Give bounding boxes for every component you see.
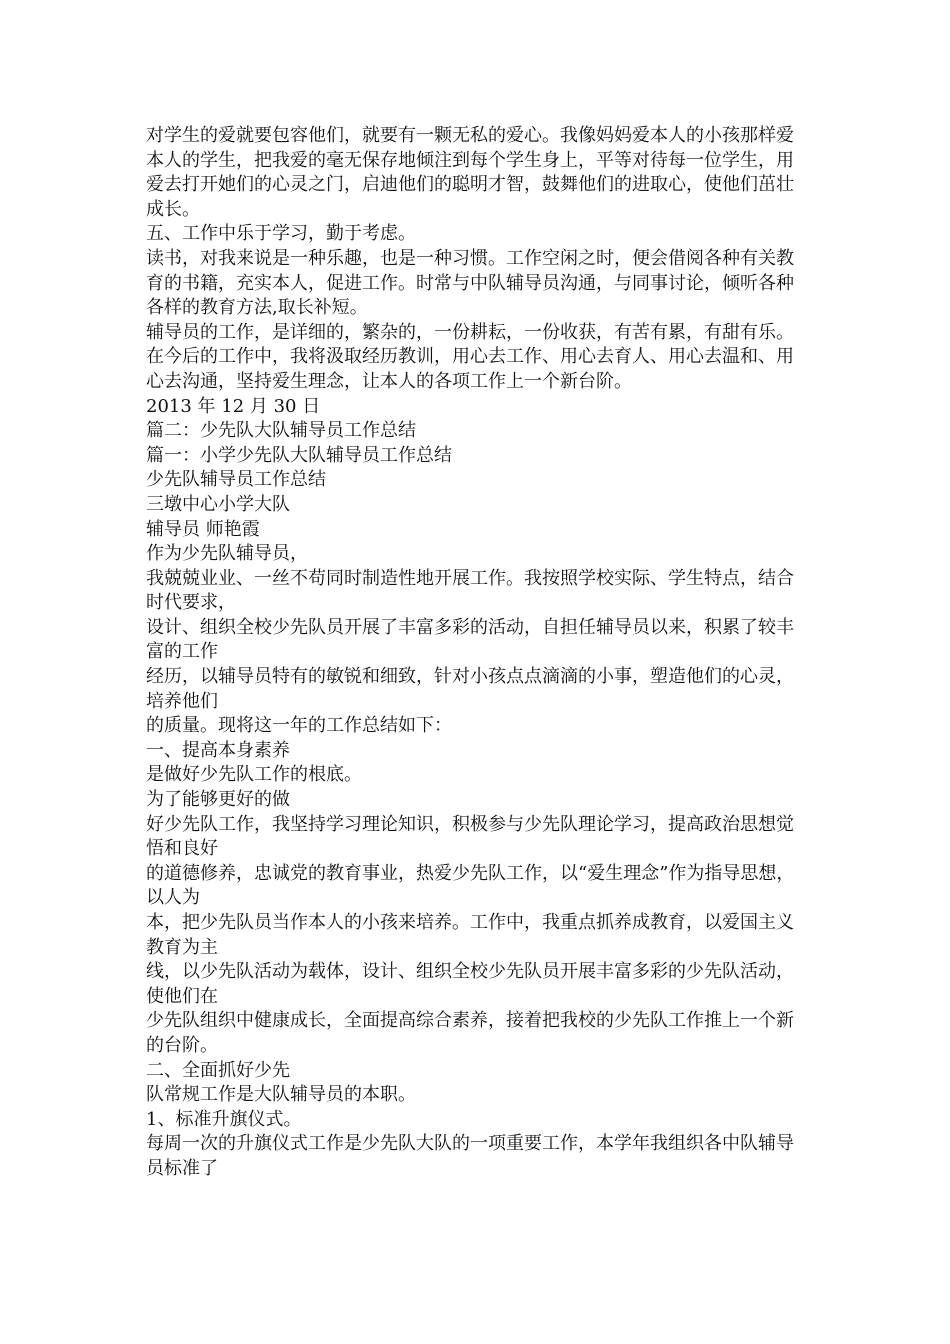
paragraph: 线，以少先队活动为载体，设计、组织全校少先队员开展丰富多彩的少先队活动，使他们在 bbox=[146, 961, 794, 1007]
paragraph: 对学生的爱就要包容他们，就要有一颗无私的爱心。我像妈妈爱本人的小孩那样爱本人的学生，把我爱的毫无保存地倾注到每个学生身上，平等对待每一位学生，用爱去打开她们的心灵之门，启迪他们的聪明才智，鼓舞他们的进取心，使他们茁壮成长。 bbox=[146, 125, 794, 220]
subsection-heading: 1、标准升旗仪式。 bbox=[146, 1108, 302, 1130]
paragraph: 的道德修养，忠诚党的教育事业，热爱少先队工作，以“爱生理念”作为指导思想，以人为 bbox=[146, 862, 795, 909]
author-line: 辅导员 师艳霞 bbox=[146, 518, 260, 540]
paragraph: 少先队组织中健康成长，全面提高综合素养，接着把我校的少先队工作推上一个新的台阶。 bbox=[146, 1010, 794, 1056]
date-line: 2013 年 12 月 30 日 bbox=[146, 395, 321, 417]
paragraph: 好少先队工作，我坚持学习理论知识，积极参与少先队理论学习，提高政治思想觉悟和良好 bbox=[146, 813, 794, 860]
section-heading: 一、提高本身素养 bbox=[146, 739, 290, 761]
document-body bbox=[146, 124, 810, 1182]
paragraph: 的质量。现将这一年的工作总结如下： bbox=[146, 715, 452, 737]
paragraph: 经历，以辅导员特有的敏锐和细致，针对小孩点点滴滴的小事，塑造他们的心灵，培养他们 bbox=[146, 666, 794, 712]
paragraph: 本，把少先队员当作本人的小孩来培养。工作中，我重点抓养成教育，以爱国主义教育为主 bbox=[146, 912, 794, 958]
section-heading: 五、工作中乐于学习，勤于考虑。 bbox=[146, 223, 416, 245]
paragraph: 队常规工作是大队辅导员的本职。 bbox=[146, 1084, 416, 1106]
paragraph: 读书，对我来说是一种乐趣，也是一种习惯。工作空闲之时，便会借阅各种有关教育的书籍，充实本人，促进工作。时常与中队辅导员沟通，与同事讨论，倾听各种各样的教育方法,取长补短。 bbox=[146, 247, 794, 319]
paragraph: 设计、组织全校少先队员开展了丰富多彩的活动，自担任辅导员以来，积累了较丰富的工作 bbox=[146, 616, 794, 663]
paragraph: 作为少先队辅导员， bbox=[146, 543, 308, 565]
paragraph: 是做好少先队工作的根底。 bbox=[146, 764, 362, 786]
school-name: 三墩中心小学大队 bbox=[146, 493, 290, 515]
paragraph: 我兢兢业业、一丝不苟同时制造性地开展工作。我按照学校实际、学生特点，结合时代要求， bbox=[146, 567, 794, 614]
paragraph: 为了能够更好的做 bbox=[146, 789, 290, 811]
document-title: 少先队辅导员工作总结 bbox=[146, 469, 326, 491]
chapter-title: 篇一：小学少先队大队辅导员工作总结 bbox=[146, 444, 452, 466]
section-heading: 二、全面抓好少先 bbox=[146, 1059, 290, 1081]
paragraph: 每周一次的升旗仪式工作是少先队大队的一项重要工作，本学年我组织各中队辅导员标准了 bbox=[146, 1133, 794, 1179]
paragraph: 辅导员的工作，是详细的，繁杂的，一份耕耘，一份收获，有苦有累，有甜有乐。在今后的工作中，我将汲取经历教训，用心去工作、用心去育人、用心去温和、用心去沟通，坚持爱生理念，让本人的各项工作上一个新台阶。 bbox=[146, 321, 794, 392]
chapter-title: 篇二：少先队大队辅导员工作总结 bbox=[146, 420, 416, 442]
